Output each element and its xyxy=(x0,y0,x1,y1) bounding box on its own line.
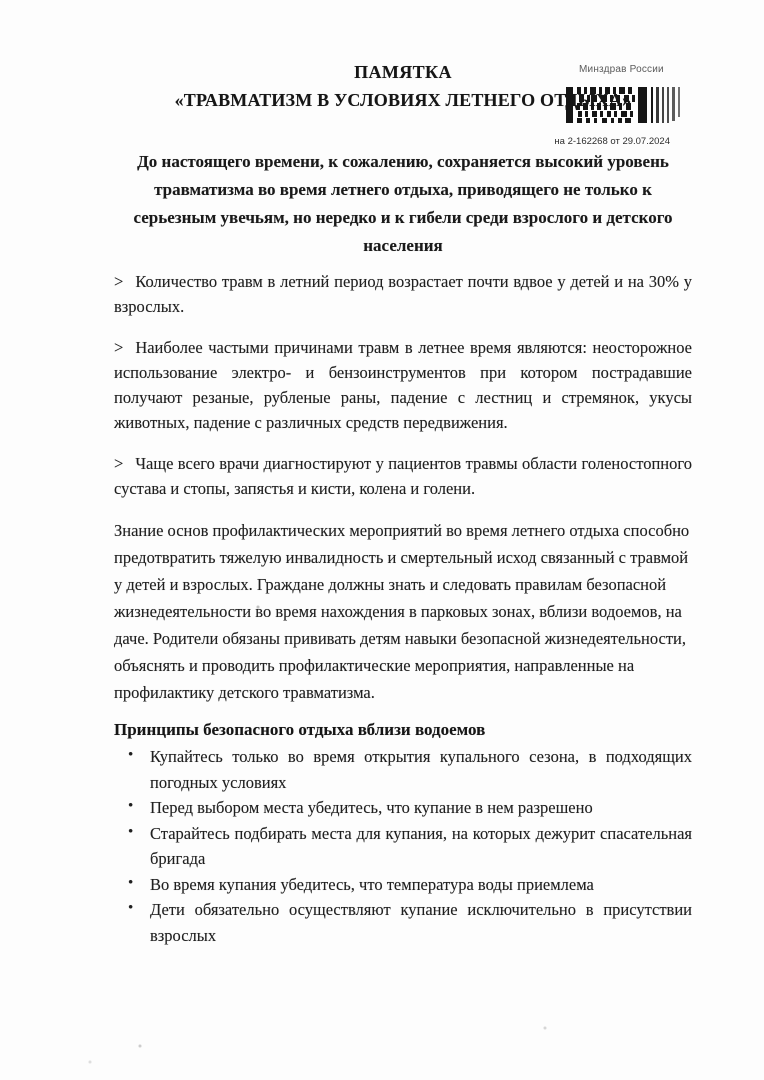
list-item-text: Купайтесь только во время открытия купального сезона, в подходящих погодных условиях xyxy=(150,747,692,792)
key-fact-item xyxy=(114,269,692,319)
arrow-marker: > xyxy=(114,272,124,291)
bullet-icon: • xyxy=(128,874,134,891)
key-fact-item xyxy=(114,451,692,501)
doc-type-title: ПАМЯТКА xyxy=(354,62,452,82)
intro-paragraph: До настоящего времени, к сожалению, сохраняется высокий уровень травматизма во время летнего отдыха, приводящего не только к серьезным увечьям, но нередко и к гибели среди взрослого и детского населения xyxy=(133,152,673,255)
arrow-marker: > xyxy=(114,338,124,357)
list-item-text: Во время купания убедитесь, что температура воды приемлема xyxy=(150,874,594,894)
bullet-icon: • xyxy=(128,798,134,814)
list-item-text: Дети обязательно осуществляют купание исключительно в присутствии взрослых xyxy=(150,900,692,945)
document-content xyxy=(114,62,692,948)
list-item-text: Перед выбором места убедитесь, что купание в нем разрешено xyxy=(150,798,593,817)
list-item xyxy=(114,821,692,872)
prevention-paragraph: Знание основ профилактических мероприятий во время летнего отдыха способно предотвратить тяжелую инвалидность и смертельный исход связанный с травмой у детей и взрослых. Граждане должны знать и следовать правилам безопасной жизнедеятельности во время нахождения в парковых зонах, вблизи водоемов, на даче. Родители обязаны прививать детям навыки безопасной жизнедеятельности, объяснять и проводить профилактические мероприятия, направленные на профилактику детского травматизма. xyxy=(114,521,690,702)
water-safety-list xyxy=(114,744,692,948)
list-item xyxy=(114,897,692,948)
list-item xyxy=(114,795,692,821)
key-fact-text: Чаще всего врачи диагностируют у пациентов травмы области голеностопного сустава и стопы, запястья и кисти, колена и голени. xyxy=(114,454,692,498)
reference-number: на 2-162268 от 29.07.2024 xyxy=(554,136,670,147)
key-facts-section xyxy=(114,269,692,501)
key-fact-item xyxy=(114,335,692,435)
water-safety-heading: Принципы безопасного отдыха вблизи водоемов xyxy=(114,720,486,739)
key-fact-text: Количество травм в летний период возрастает почти вдвое у детей и на 30% у взрослых. xyxy=(114,272,692,316)
key-fact-text: Наиболее частыми причинами травм в летнее время являются: неосторожное использование электро- и бензоинструментов при котором пострадавшие получают резаные, рубленые раны, падение с лестниц и стремянок, укусы животных, падение с различных средств передвижения. xyxy=(114,338,692,432)
bullet-icon: • xyxy=(128,823,134,840)
list-item xyxy=(114,872,692,898)
bullet-icon: • xyxy=(128,747,134,763)
arrow-marker: > xyxy=(114,454,124,473)
bullet-icon: • xyxy=(128,900,134,916)
list-item xyxy=(114,744,692,795)
memo-title: «ТРАВМАТИЗМ В УСЛОВИЯХ ЛЕТНЕГО ОТДЫХА» xyxy=(174,90,632,110)
list-item-text: Старайтесь подбирать места для купания, на которых дежурит спасательная бригада xyxy=(150,823,692,868)
ministry-stamp-label: Минздрав России xyxy=(579,64,664,75)
